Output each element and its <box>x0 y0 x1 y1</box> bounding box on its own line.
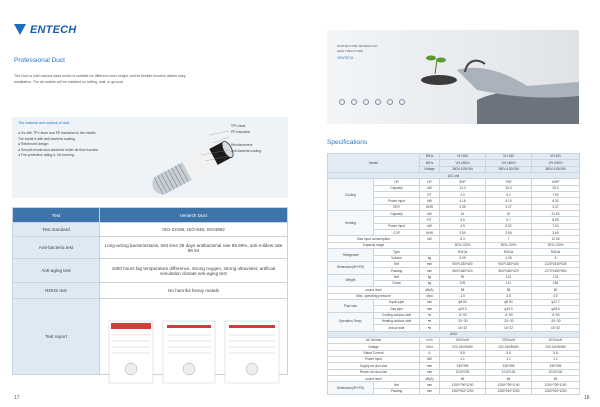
row-value: 7.99 <box>532 192 580 198</box>
row-value: 176 <box>532 274 580 280</box>
header-cell: VH-160/N <box>440 160 486 166</box>
header-cell: VH-200 <box>532 154 580 160</box>
header-cell: VH-200/N <box>532 160 580 166</box>
bullet-item: ● Smooth inside duct achieves better air flow function. <box>18 147 100 152</box>
row-value: 7HP <box>486 179 532 185</box>
row-item: Capacity <box>374 185 420 191</box>
table-row: RDHS test No harmful heavy metals <box>13 283 288 299</box>
row-value: R410a <box>532 249 580 255</box>
row-unit: kW <box>420 236 440 242</box>
row-value: 196 <box>532 280 580 286</box>
intro-paragraph: The Duct is with various sizes which is suitable for different room height, and its flexible function allows easy installation. The air outlets will be installed on ceiling, wall, or ground. <box>14 74 186 85</box>
table-row: Anti-aging test 1000 hours big temperature difference, strong oxygen, strong ultraviolet, artificial simulation climate anti-aging test <box>13 259 288 283</box>
row-value: 3.56 <box>486 230 532 236</box>
row-value: 3.59 <box>440 230 486 236</box>
row-value: 1.1 <box>532 357 580 363</box>
header-unit: 60Hz <box>420 160 440 166</box>
row-group: Pipe size <box>328 299 374 312</box>
row-value: 1280*910*1250 <box>486 388 532 394</box>
row-item: Volume <box>374 255 420 261</box>
row-value: 1010*192 <box>440 369 486 375</box>
row-value: φ9.53 <box>486 299 532 305</box>
row-value: 4010m³/h <box>532 337 580 343</box>
row-unit: dB(A) <box>420 287 440 293</box>
row-unit: mm <box>420 363 440 369</box>
row-unit: m³/h <box>420 337 440 343</box>
row-value: 964*1460*420 <box>486 268 532 274</box>
table-row: Test standard ISO-22196, ISO-846, ISO4892 <box>13 223 288 237</box>
specifications-title: Specifications <box>327 139 368 146</box>
row-unit: dB(A) <box>420 376 440 382</box>
row-value: 7 <box>486 236 532 242</box>
row-value: 5.8 <box>440 350 486 356</box>
row-item: Voltage <box>328 344 420 350</box>
row-unit: kg <box>420 255 440 261</box>
row-value: 4.18 <box>440 198 486 204</box>
row-unit: mm <box>420 306 440 312</box>
row-value: 7.63 <box>532 223 580 229</box>
row-value: -20~30 <box>532 318 580 324</box>
row-value: φ28.6 <box>532 306 580 312</box>
row-item: Max. operating pressure <box>328 293 420 299</box>
feature-icon <box>387 99 393 105</box>
header-cell: VH-180 <box>486 154 532 160</box>
row-item: Liquid pipe <box>374 299 420 305</box>
logo-text: ENTECH <box>30 24 77 36</box>
row-value: -20~30 <box>440 318 486 324</box>
row-value: 16~32 <box>486 325 532 331</box>
header-cell: VH-160 <box>440 154 486 160</box>
row-item: Type <box>374 249 420 255</box>
row-value: 1250*790*1190 <box>486 382 532 388</box>
row-unit: kW <box>420 185 440 191</box>
row-value: 5.8 <box>532 350 580 356</box>
row-value: 16~32 <box>440 325 486 331</box>
row-unit: mm <box>420 299 440 305</box>
model-label: Model <box>328 154 420 173</box>
row-value: 3.49 <box>440 255 486 261</box>
row-unit: mm <box>420 388 440 394</box>
row-item: Air Volume <box>328 337 420 343</box>
row-item: Max.input consumption <box>328 236 420 242</box>
row-item: Return air duct size <box>328 369 420 375</box>
row-item: Gross <box>374 280 420 286</box>
row-value: -20~30 <box>486 318 532 324</box>
row-value: 50%-130% <box>486 242 532 248</box>
logo-v-icon <box>14 24 28 36</box>
row-item: Capacity range <box>328 242 420 248</box>
header-duct: Ventech Duct <box>100 208 288 223</box>
row-unit: kg <box>420 280 440 286</box>
row-value: R410a <box>486 249 532 255</box>
row-value: 964*1460*420 <box>440 268 486 274</box>
row-value: 220-240/50/60 <box>532 344 580 350</box>
row-value: 5.7 <box>486 217 532 223</box>
brand-logo <box>14 24 76 36</box>
row-value: 99 <box>440 274 486 280</box>
row-value: 8 <box>532 255 580 261</box>
row-item: EER <box>374 204 420 210</box>
row-value: 3.35 <box>440 204 486 210</box>
row-value: φ15.9 <box>486 306 532 312</box>
bullet-item: ● Reinforced design <box>18 142 49 147</box>
row-value: 1.1 <box>440 357 486 363</box>
row-value: 4.5 <box>486 293 532 299</box>
row-value: 10HP <box>532 179 580 185</box>
row-value: 14.0 <box>440 185 486 191</box>
row-value: 3750m³/h <box>486 337 532 343</box>
test-report-images <box>107 319 283 387</box>
feature-icon <box>351 99 357 105</box>
table-row: Test report <box>13 299 288 375</box>
row-value: R410a <box>440 249 486 255</box>
row-value: 1120*1540*528 <box>532 261 580 267</box>
row-unit: ℃ <box>420 318 440 324</box>
row-value: 58 <box>486 287 532 293</box>
row-value: 16 <box>440 211 486 217</box>
page-number-left: 17 <box>14 395 20 401</box>
bullet-item: ● It's with TPV facer and PE insulation in the middle. The inside it with anti-bacteria coating. <box>18 131 97 141</box>
row-value: 65 <box>532 376 580 382</box>
band-label: AHU <box>328 331 580 337</box>
row-value: 4.5 <box>440 293 486 299</box>
row-item: Net <box>374 261 420 267</box>
row-unit: ℃ <box>420 312 440 318</box>
material-panel <box>12 117 288 198</box>
row-item: Net <box>374 382 420 388</box>
row-value: -5~50 <box>532 312 580 318</box>
row-item: Power input <box>374 223 420 229</box>
feature-icon <box>363 99 369 105</box>
row-value: 220-240/50/60 <box>440 344 486 350</box>
row-value: 330*395 <box>532 363 580 369</box>
row-value: 3.37 <box>532 204 580 210</box>
row-group: Refrigerant <box>328 249 374 262</box>
row-value: 20 <box>486 211 532 217</box>
row-unit: Mpa <box>420 293 440 299</box>
row-value: 4.5 <box>440 217 486 223</box>
row-value: 4.05 <box>486 255 532 261</box>
row-value: 5.2 <box>486 192 532 198</box>
row-value: 16.0 <box>486 185 532 191</box>
row-value: 58 <box>440 287 486 293</box>
callout-tpv: TPV facer <box>231 124 246 128</box>
feature-icon <box>339 99 345 105</box>
row-item: Heating outdoor side <box>374 318 420 324</box>
row-item: HP <box>374 179 420 185</box>
row-value: 900*1330*400 <box>440 261 486 267</box>
row-item: Power input <box>328 357 420 363</box>
row-item: Supply air duct size <box>328 363 420 369</box>
row-value: 4.5 <box>440 223 486 229</box>
row-item: Indoor side <box>374 325 420 331</box>
row-item: Rated Current <box>328 350 420 356</box>
row-value: 5.62 <box>486 223 532 229</box>
band-label: A/C unit <box>328 173 580 179</box>
row-value: 1270*1690*560 <box>532 268 580 274</box>
row-unit: kW <box>420 211 440 217</box>
row-value: 1010*130 <box>532 369 580 375</box>
row-value: 3.65 <box>532 230 580 236</box>
table-row: Anti-bacteria test Long-acting bacteriostasis, test time 28 days antibacterial rate 99.99%, anti-mildew rate 99.94 <box>13 237 288 259</box>
material-bullets <box>18 131 100 159</box>
row-unit: RT <box>420 217 440 223</box>
header-unit: 50Hz <box>420 154 440 160</box>
row-item: Packing <box>374 268 420 274</box>
row-value: 31.50 <box>532 211 580 217</box>
row-unit: mm <box>420 382 440 388</box>
feature-icon <box>375 99 381 105</box>
header-cell: 380V-415V/3N <box>440 166 486 172</box>
row-value: 112 <box>486 280 532 286</box>
row-value: 1010*130 <box>486 369 532 375</box>
row-value: 65 <box>486 376 532 382</box>
row-value: φ9.53 <box>440 299 486 305</box>
row-value: 4.5 <box>532 293 580 299</box>
row-unit: RT <box>420 192 440 198</box>
feature-icons <box>339 99 405 105</box>
row-unit: V/Hz <box>420 344 440 350</box>
row-unit: HP <box>420 179 440 185</box>
row-value: 2400m³/h <box>440 337 486 343</box>
row-value: 50%-130% <box>532 242 580 248</box>
row-value: 3.47 <box>486 204 532 210</box>
row-value: 900*1330*400 <box>486 261 532 267</box>
row-item: Capacity <box>374 211 420 217</box>
row-item: sound level <box>328 287 420 293</box>
hero-tag: LEAD THE FUTURE <box>337 49 363 53</box>
row-value: 50%-130% <box>440 242 486 248</box>
header-unit: Voltage <box>420 166 440 172</box>
row-value: 60 <box>532 287 580 293</box>
row-unit: W/W <box>420 230 440 236</box>
row-item: Gas pipe <box>374 306 420 312</box>
section-title: Professional Duct <box>14 57 65 64</box>
callout-antibacteria: Anti-bacteria coating <box>231 149 262 153</box>
row-unit: mm <box>420 369 440 375</box>
row-value: 335*395 <box>486 363 532 369</box>
hero-brand: VENTECH <box>337 56 354 60</box>
row-group: Cooling <box>328 179 374 211</box>
row-value: 220-240/50/60 <box>486 344 532 350</box>
callout-reinforcement: Reinforcement <box>231 143 253 147</box>
row-item: sound level <box>328 376 420 382</box>
row-group: Dimension(W*H*D) <box>328 382 374 395</box>
specifications-table <box>327 153 580 395</box>
row-value: 109 <box>440 280 486 286</box>
row-value: -5~50 <box>440 312 486 318</box>
bullet-item: ● Fire-protection rating A. No burning. <box>18 153 75 158</box>
row-unit: kW <box>420 223 440 229</box>
row-value: -5~50 <box>486 312 532 318</box>
row-value: 1360*910*1250 <box>440 388 486 394</box>
row-value: 1250*790*1190 <box>440 382 486 388</box>
row-item: Cooling outdoor side <box>374 312 420 318</box>
row-value: φ15.9 <box>440 306 486 312</box>
row-unit: ℃ <box>420 325 440 331</box>
row-item: Packing <box>374 388 420 394</box>
page-number-right: 18 <box>584 395 590 401</box>
row-value: 5.19 <box>486 198 532 204</box>
row-unit: kW <box>420 357 440 363</box>
row-value: 330*395 <box>440 363 486 369</box>
row-unit: A <box>420 350 440 356</box>
hero-tag: MASTER CORE TECHNOLOGY <box>337 44 378 48</box>
row-group: Heating <box>328 211 374 236</box>
row-value: 1.1 <box>486 357 532 363</box>
row-value: 8.95 <box>532 217 580 223</box>
row-value: 28.0 <box>532 185 580 191</box>
row-unit: mm <box>420 261 440 267</box>
row-value: 102 <box>486 274 532 280</box>
row-unit: mm <box>420 268 440 274</box>
row-item: Power input <box>374 198 420 204</box>
row-value: 12.06 <box>532 236 580 242</box>
callout-pe: PE insulation <box>231 130 251 134</box>
row-value: 8.32 <box>532 198 580 204</box>
header-cell: VH-180/N <box>486 160 532 166</box>
header-test: Test <box>13 208 100 223</box>
row-item: COP <box>374 230 420 236</box>
row-value: 5.8 <box>486 350 532 356</box>
row-value: 1280*910*1250 <box>532 388 580 394</box>
feature-icon <box>399 99 405 105</box>
row-value: 16~32 <box>532 325 580 331</box>
row-item: Net <box>374 274 420 280</box>
row-value: 1250*790*1190 <box>532 382 580 388</box>
row-group: Operation Temp. <box>328 312 374 331</box>
row-value: φ12.7 <box>532 299 580 305</box>
row-unit: kg <box>420 274 440 280</box>
header-cell: 380V-415V/3N <box>532 166 580 172</box>
hero-banner <box>327 30 579 124</box>
row-value: 8.3 <box>440 236 486 242</box>
row-value: 4.0 <box>440 192 486 198</box>
row-value: 65 <box>440 376 486 382</box>
row-value: 5HP <box>440 179 486 185</box>
header-cell: 380V-415V/3N <box>486 166 532 172</box>
row-unit: W/W <box>420 204 440 210</box>
duct-illustration <box>147 121 283 195</box>
material-title: The material and outlook of duct <box>18 121 70 125</box>
row-group: Weight <box>328 274 374 287</box>
row-group: Dimension(W*H*D) <box>328 261 374 274</box>
row-unit: kW <box>420 198 440 204</box>
